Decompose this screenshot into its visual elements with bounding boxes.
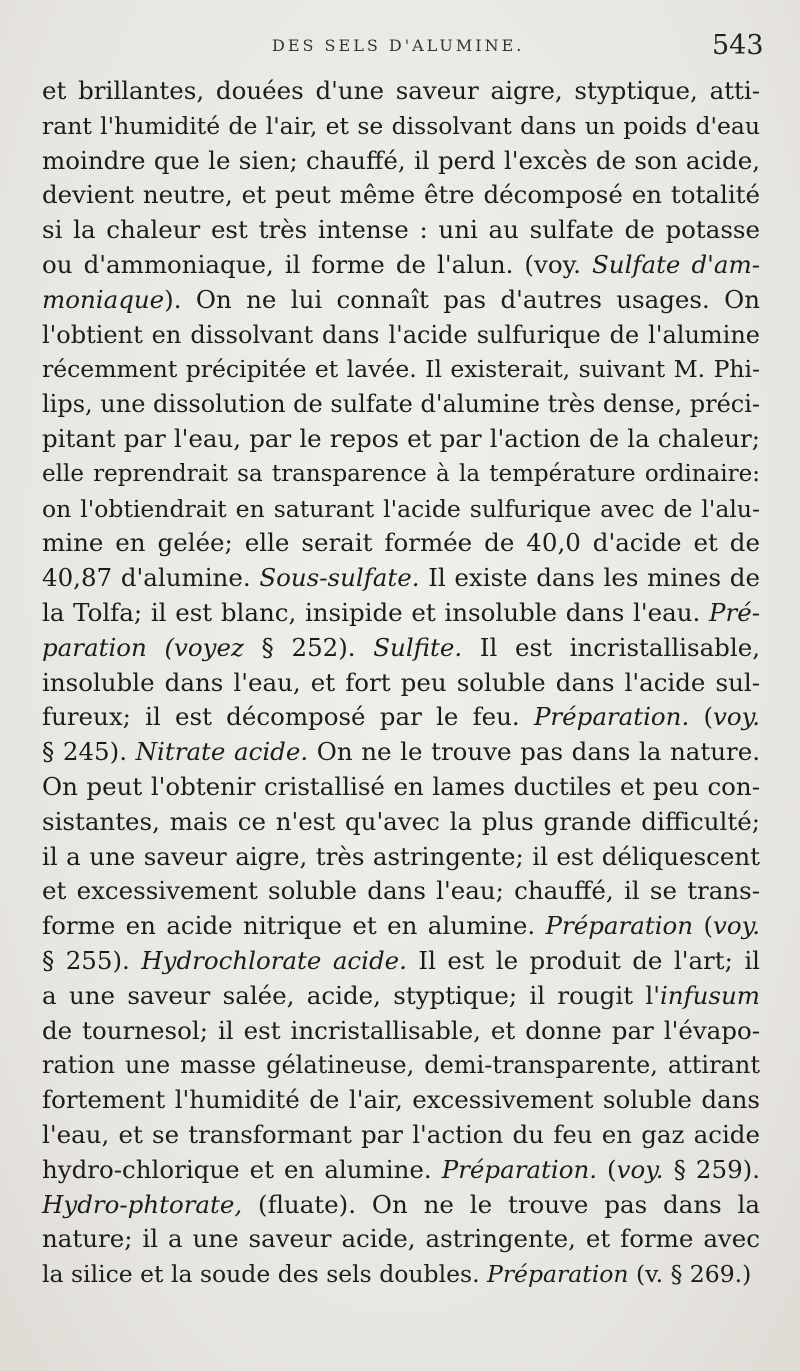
text-line — [42, 492, 760, 527]
body-text — [42, 74, 760, 1292]
text-run: hydro-chlorique et en alumine. — [42, 1154, 442, 1184]
text-run: Il existe dans les mines de — [419, 563, 760, 593]
text-line — [42, 909, 760, 944]
text-line — [42, 457, 760, 492]
text-run: ( — [693, 911, 714, 941]
text-run: rant l'humidité de l'air, et se dissolvant dans un poids d'eau — [42, 111, 760, 140]
italic-run: Préparation — [545, 911, 694, 941]
text-run: forme en acide nitrique et en alumine. — [42, 911, 546, 941]
text-line — [42, 1083, 760, 1118]
text-line — [42, 1014, 760, 1049]
text-run: on l'obtiendrait en saturant l'acide sulfurique avec de l'alu- — [42, 494, 760, 523]
text-run: fureux; il est décomposé par le feu. — [42, 702, 534, 732]
text-line — [42, 283, 760, 318]
text-line — [42, 74, 760, 109]
text-line — [42, 526, 760, 561]
text-line — [42, 874, 760, 909]
text-run: (fluate). On ne le trouve pas dans la — [242, 1189, 760, 1219]
text-run: mine en gelée; elle serait formée de 40,0 d'acide et de — [42, 528, 760, 558]
text-line — [42, 178, 760, 213]
italic-run: Sulfite. — [373, 632, 463, 662]
text-run: On peut l'obtenir cristallisé en lames ductiles et peu con- — [42, 771, 760, 801]
text-run: § 245). — [42, 737, 136, 767]
text-run: l'obtient en dissolvant dans l'acide sulfurique de l'alumine — [42, 320, 760, 349]
italic-run: Préparation — [487, 1260, 629, 1289]
text-line — [42, 352, 760, 387]
text-run: la silice et la soude des sels doubles. — [42, 1260, 488, 1289]
text-run: la Tolfa; il est blanc, insipide et insoluble dans l'eau. — [42, 597, 710, 627]
text-line — [42, 318, 760, 353]
text-line — [42, 1222, 760, 1257]
italic-run: voy. — [616, 1154, 664, 1184]
text-line — [42, 666, 760, 701]
italic-run: voy. — [713, 702, 761, 732]
text-line — [42, 144, 760, 179]
text-run: ( — [689, 702, 714, 732]
page-header — [0, 30, 800, 64]
text-line — [42, 944, 760, 979]
text-line — [42, 1118, 760, 1153]
text-run: moindre que le sien; chauffé, il perd l'excès de son acide, — [42, 145, 760, 175]
italic-run: voy. — [713, 911, 760, 941]
text-run: il a une saveur aigre, très astringente; il est déliquescent — [42, 841, 760, 871]
text-run: ration une masse gélatineuse, demi-transparente, attirant — [42, 1051, 760, 1080]
text-run: lips, une dissolution de sulfate d'alumine très dense, préci- — [42, 390, 760, 419]
text-line — [42, 248, 760, 283]
text-run: devient neutre, et peut même être décomposé en totalité — [42, 180, 760, 210]
italic-run: Sous-sulfate. — [259, 563, 420, 593]
text-run: fortement l'humidité de l'air, excessivement soluble dans — [42, 1085, 760, 1115]
text-run: ou d'ammoniaque, il forme de l'alun. (voy. — [42, 249, 592, 279]
text-line — [42, 735, 760, 770]
text-run: sistantes, mais ce n'est qu'avec la plus grande difficulté; — [42, 806, 760, 836]
text-line — [42, 1153, 760, 1188]
italic-run: Préparation. — [441, 1154, 598, 1184]
text-run: a une saveur salée, acide, styptique; il rougit l' — [42, 980, 660, 1010]
text-line — [42, 213, 760, 248]
text-line — [42, 1048, 760, 1083]
text-run: § 259). — [663, 1154, 760, 1184]
text-run: nature; il a une saveur acide, astringente, et forme avec — [42, 1224, 760, 1254]
text-run: si la chaleur est très intense : uni au sulfate de potasse — [42, 215, 760, 245]
italic-run: Hydrochlorate acide. — [141, 945, 407, 975]
italic-run: Sulfate d'am- — [592, 249, 760, 279]
italic-run: Pré- — [709, 597, 760, 627]
italic-run: moniaque — [42, 284, 165, 314]
text-line — [42, 979, 760, 1014]
italic-run: infusum — [659, 980, 760, 1010]
text-line — [42, 387, 760, 422]
text-line — [42, 840, 760, 875]
text-run: elle reprendrait sa transparence à la température ordinaire: — [42, 460, 760, 487]
page-number: 543 — [712, 30, 764, 61]
text-run: Il est incristallisable, — [462, 632, 760, 662]
text-run: récemment précipitée et lavée. Il existerait, suivant M. Phi- — [42, 355, 760, 384]
text-run: ( — [597, 1154, 617, 1184]
text-run: pitant par l'eau, par le repos et par l'action de la chaleur; — [42, 423, 760, 453]
text-run: de tournesol; il est incristallisable, et donne par l'évapo- — [42, 1015, 760, 1045]
text-run: On ne le trouve pas dans la nature. — [308, 737, 760, 767]
text-line — [42, 422, 760, 457]
text-line — [42, 805, 760, 840]
text-line — [42, 561, 760, 596]
text-line — [42, 596, 760, 631]
text-run: Il est le produit de l'art; il — [406, 945, 760, 975]
text-run: (v. § 269.) — [628, 1260, 752, 1289]
text-run: et brillantes, douées d'une saveur aigre, styptique, atti- — [42, 76, 760, 105]
text-run: insoluble dans l'eau, et fort peu soluble dans l'acide sul- — [42, 667, 760, 697]
running-title: DES SELS D'ALUMINE. — [272, 36, 525, 55]
italic-run: paration (voyez — [42, 632, 244, 662]
text-run: et excessivement soluble dans l'eau; chauffé, il se trans- — [42, 876, 760, 906]
text-run: l'eau, et se transformant par l'action du feu en gaz acide — [42, 1119, 760, 1149]
text-line — [42, 109, 760, 144]
italic-run: Hydro-phtorate, — [42, 1189, 243, 1219]
italic-run: Préparation. — [533, 702, 690, 732]
text-run: § 255). — [42, 945, 142, 975]
text-line — [42, 631, 760, 666]
text-run: ). On ne lui connaît pas d'autres usages. On — [164, 284, 760, 314]
text-line — [42, 1188, 760, 1223]
text-line — [42, 1257, 760, 1292]
italic-run: Nitrate acide. — [135, 737, 309, 767]
text-run: § 252). — [243, 632, 374, 662]
text-run: 40,87 d'alumine. — [42, 563, 260, 593]
text-line — [42, 770, 760, 805]
text-line — [42, 700, 760, 735]
